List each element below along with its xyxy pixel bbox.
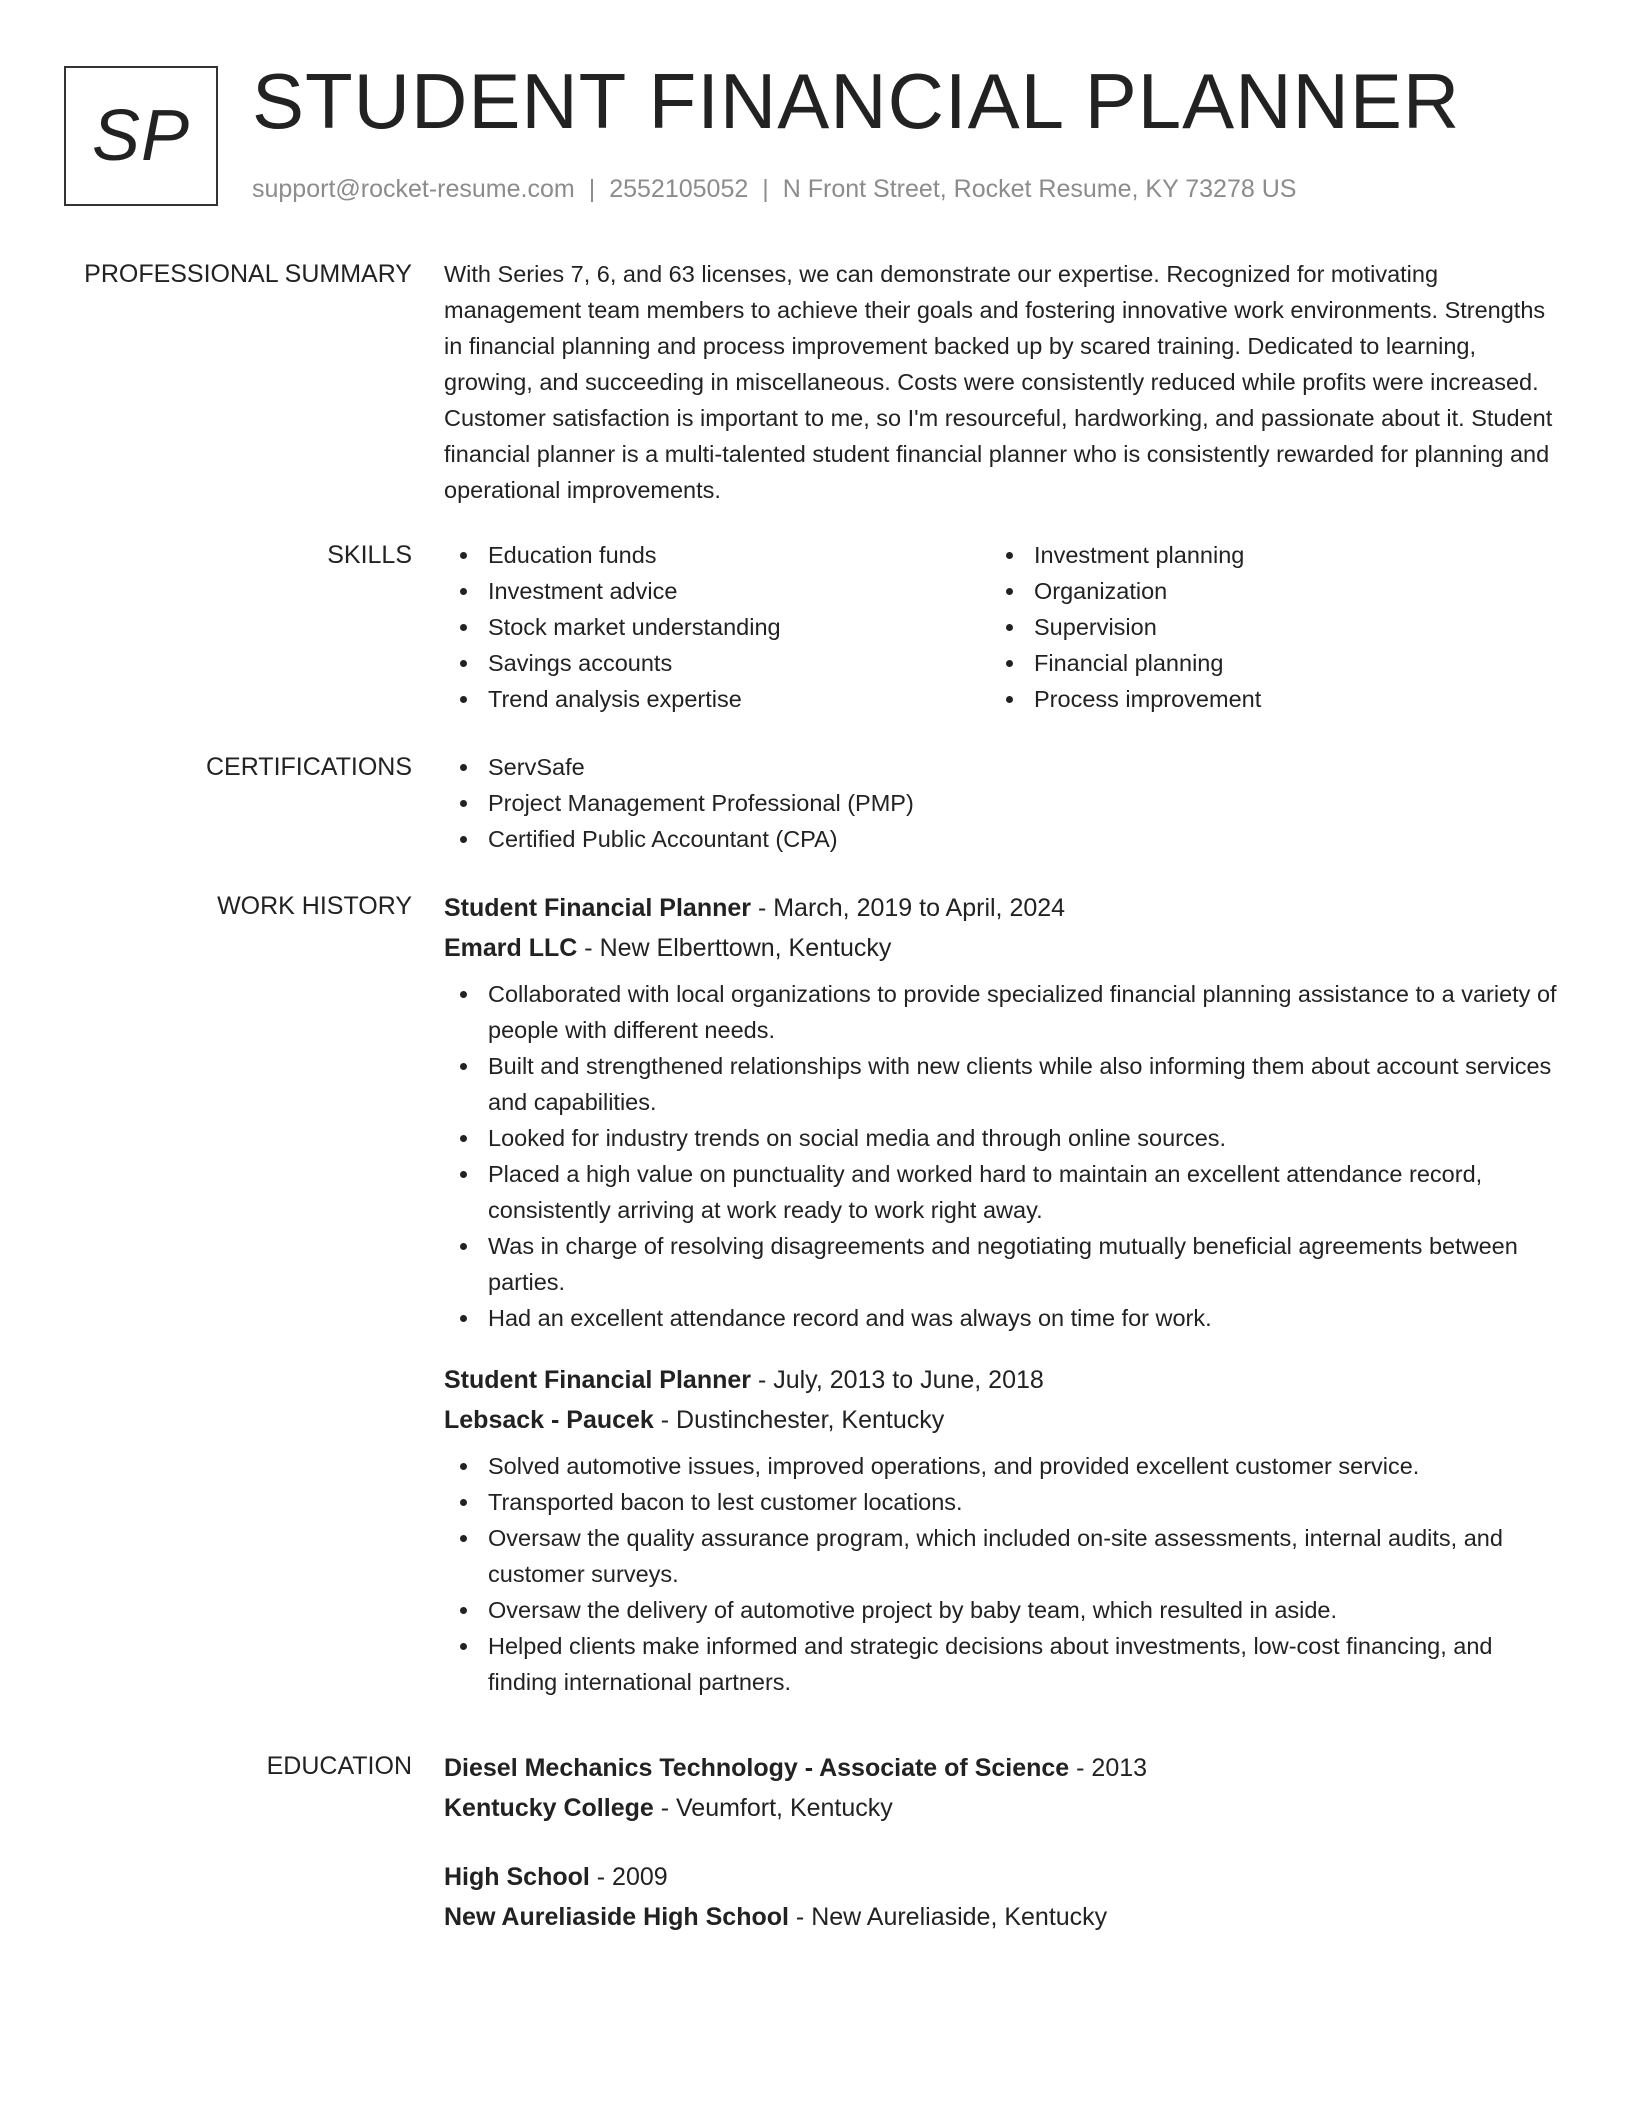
skill-item: Investment planning [990,537,1536,573]
contact-separator: | [762,175,769,203]
certifications-list [444,749,1562,857]
resume-title: STUDENT FINANCIAL PLANNER [252,57,1461,145]
job-bullet: Solved automotive issues, improved operations, and provided excellent customer service. [444,1448,1562,1484]
monogram-box [64,66,218,206]
education-year: - 2009 [589,1863,668,1891]
job-bullets [444,1448,1562,1700]
education-degree-line [444,1748,1562,1788]
job-bullet: Was in charge of resolving disagreements and negotiating mutually beneficial agreements between parties. [444,1228,1562,1300]
skill-item: Supervision [990,609,1536,645]
job-dates: - July, 2013 to June, 2018 [751,1366,1044,1394]
skill-item: Process improvement [990,681,1536,717]
job-role-line [444,1360,1562,1400]
job-bullet: Oversaw the delivery of automotive project by baby team, which resulted in aside. [444,1592,1562,1628]
job-location: - New Elberttown, Kentucky [577,934,892,962]
education-school: Kentucky College [444,1794,654,1822]
job-bullet: Transported bacon to lest customer locations. [444,1484,1562,1520]
skills-list-left [444,537,990,717]
skills-body [444,537,1562,717]
job-bullet: Collaborated with local organizations to provide specialized financial planning assistance to a variety of people with different needs. [444,976,1562,1048]
education-body [444,1748,1562,1937]
skills-list-right [990,537,1536,717]
certification-item: Certified Public Accountant (CPA) [444,821,1562,857]
job-bullet: Had an excellent attendance record and was always on time for work. [444,1300,1562,1336]
contact-address: N Front Street, Rocket Resume, KY 73278 US [782,175,1297,203]
job-bullet: Built and strengthened relationships with new clients while also informing them about account services and capabilities. [444,1048,1562,1120]
job-role: Student Financial Planner [444,894,751,922]
summary-body [444,256,1562,508]
contact-email[interactable]: support@rocket-resume.com [252,175,575,203]
monogram-initials: SP [91,96,191,176]
job-location: - Dustinchester, Kentucky [653,1406,945,1434]
skill-item: Savings accounts [444,645,990,681]
skill-item: Organization [990,573,1536,609]
job-role-line [444,888,1562,928]
job-entry [444,1360,1562,1700]
section-title: SKILLS [327,541,412,569]
education-degree: Diesel Mechanics Technology - Associate of Science [444,1754,1070,1782]
section-title: PROFESSIONAL SUMMARY [84,260,412,288]
job-company: Emard LLC [444,934,578,962]
job-dates: - March, 2019 to April, 2024 [751,894,1066,922]
section-title: WORK HISTORY [217,892,412,920]
job-bullets [444,976,1562,1336]
job-company-line [444,1400,1562,1440]
education-degree-line [444,1857,1562,1897]
education-school-line [444,1788,1562,1828]
certifications-body [444,749,1562,857]
skill-item: Financial planning [990,645,1536,681]
job-role: Student Financial Planner [444,1366,751,1394]
skill-item: Investment advice [444,573,990,609]
job-company-line [444,928,1562,968]
job-bullet: Placed a high value on punctuality and worked hard to maintain an excellent attendance record, consistently arriving at work ready to work right away. [444,1156,1562,1228]
education-location: - New Aureliaside, Kentucky [788,1903,1108,1931]
contact-phone[interactable]: 2552105052 [609,175,749,203]
job-bullet: Looked for industry trends on social media and through online sources. [444,1120,1562,1156]
contact-line [252,172,1296,206]
skill-item: Trend analysis expertise [444,681,990,717]
certification-item: Project Management Professional (PMP) [444,785,1562,821]
summary-text: With Series 7, 6, and 63 licenses, we can demonstrate our expertise. Recognized for motivating management team members to achieve their goals and fostering innovative work environments. Strengths in financial planning and process improvement backed up by scared training. Dedicated to learning, growing, and succeeding in miscellaneous. Costs were consistently reduced while profits were increased. Customer satisfaction is important to me, so I'm resourceful, hardworking, and passionate about it. Student financial planner is a multi-talented student financial planner who is consistently rewarded for planning and operational improvements. [444,261,1553,503]
work-history-body [444,888,1562,1700]
skill-item: Education funds [444,537,990,573]
job-company: Lebsack - Paucek [444,1406,654,1434]
contact-separator: | [588,175,596,203]
certification-item: ServSafe [444,749,1562,785]
job-bullet: Helped clients make informed and strategic decisions about investments, low-cost financing, and finding international partners. [444,1628,1562,1700]
section-title: EDUCATION [266,1752,412,1780]
education-school-line [444,1897,1562,1937]
job-bullet: Oversaw the quality assurance program, which included on-site assessments, internal audits, and customer surveys. [444,1520,1562,1592]
skill-item: Stock market understanding [444,609,990,645]
job-entry [444,888,1562,1336]
education-school: New Aureliaside High School [444,1903,789,1931]
education-location: - Veumfort, Kentucky [653,1794,893,1822]
skills-grid [444,537,1562,717]
education-entry [444,1748,1562,1828]
section-title: CERTIFICATIONS [205,753,412,781]
education-entry [444,1857,1562,1937]
education-year: - 2013 [1069,1754,1148,1782]
education-degree: High School [444,1863,590,1891]
